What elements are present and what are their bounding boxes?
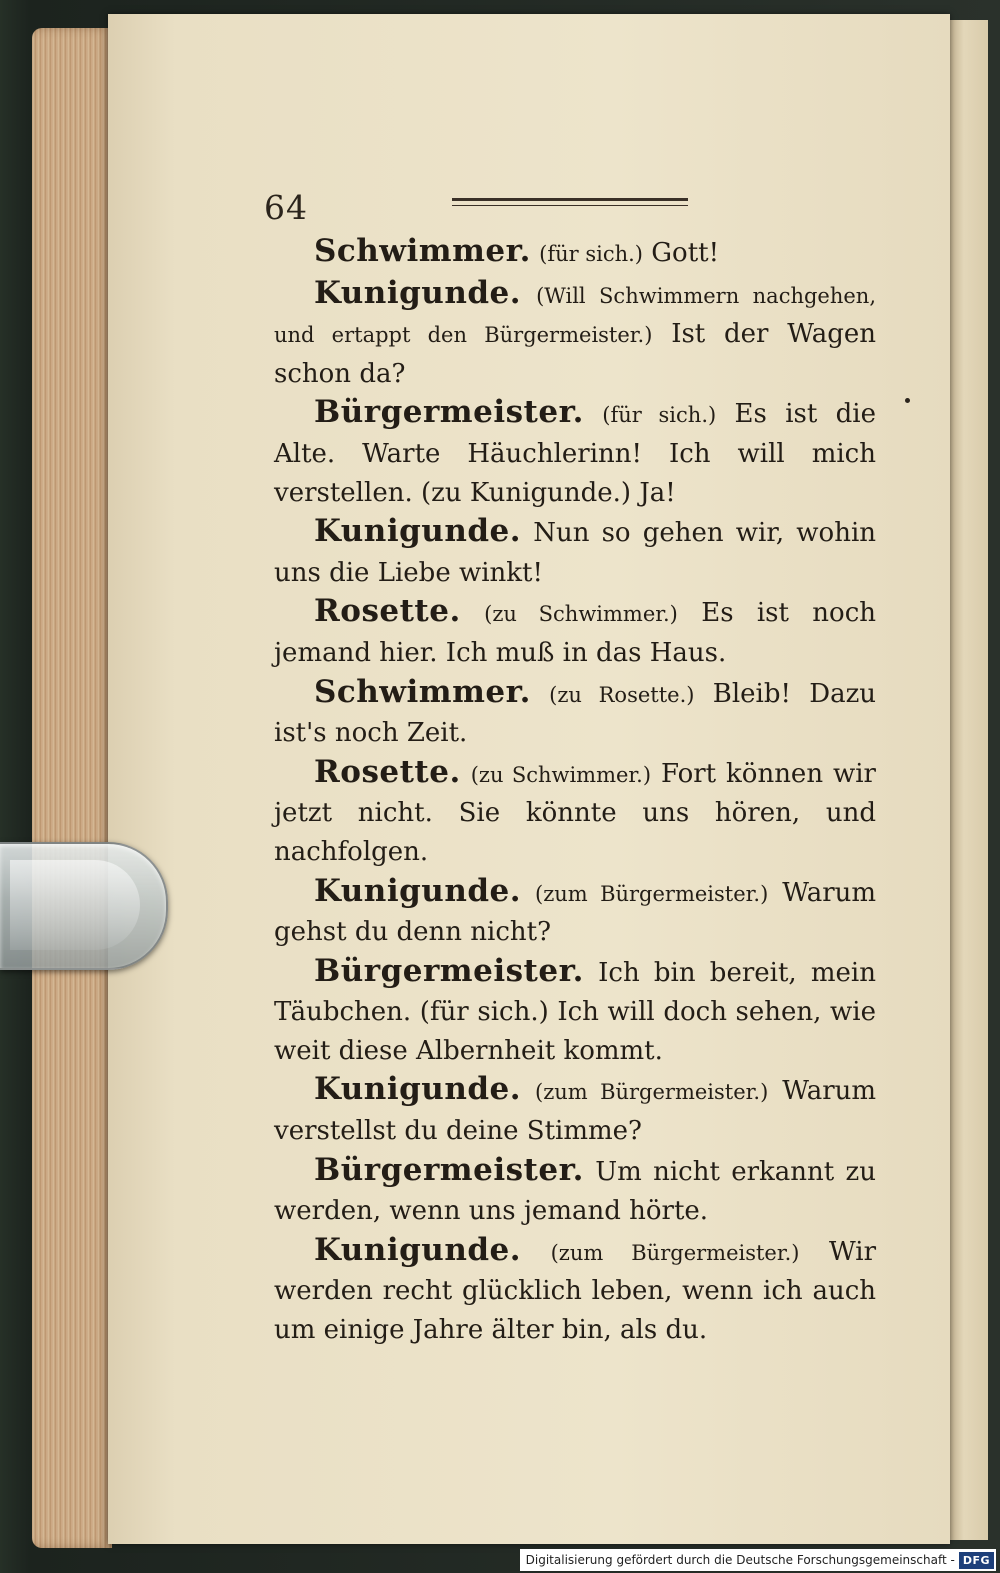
speech-text: Nun so gehen wir, wohin uns die Liebe winkt! [274,518,877,588]
speaker-name: Kunigunde. [314,872,522,909]
adjacent-page-edge [948,20,988,1540]
speech-text: Es ist noch jemand hier. Ich muß in das Haus. [274,598,877,668]
speech-text: Warum gehst du denn nicht? [274,877,877,948]
stage-direction: (zu Schwimmer.) [484,602,678,627]
dialogue-line [274,872,876,952]
speaker-name: Schwimmer. [314,233,531,269]
credit-text: Digitalisierung gefördert durch die Deutsche Forschungsgemeinschaft - [525,1553,955,1567]
speaker-name: Bürgermeister. [314,952,584,989]
stage-direction: (Will Schwimmern nachgehen, und ertappt den Bürgermeister.) [274,283,877,348]
speaker-name: Kunigunde. [314,1071,522,1108]
dialogue-text [274,232,876,1350]
speaker-name: Kunigunde. [314,513,522,550]
speech-text: Wir werden recht glücklich leben, wenn ich auch um einige Jahre älter bin, als du. [274,1236,877,1346]
stage-direction: (zum Bürgermeister.) [535,1080,769,1105]
dfg-logo-icon: DFG [959,1552,994,1569]
dialogue-line [274,753,876,872]
page-holder-clip [0,842,168,970]
speech-text: Warum verstellst du deine Stimme? [274,1076,877,1147]
dialogue-line [274,592,876,672]
dialogue-line [274,673,876,753]
speaker-name: Rosette. [314,753,461,790]
page-number: 64 [264,188,308,227]
ink-speck [905,398,910,403]
clip-highlight [10,860,140,950]
speaker-name: Bürgermeister. [314,1151,584,1188]
header-rule [452,198,688,206]
speech-text: Ist der Wagen schon da? [274,319,876,389]
speech-text: Um nicht erkannt zu werden, wenn uns jemand hörte. [274,1156,876,1227]
stage-direction: (zum Bürgermeister.) [535,881,769,906]
speech-text: Bleib! Dazu ist's noch Zeit. [274,678,877,749]
speaker-name: Rosette. [314,593,461,630]
stage-direction: (für sich.) [539,242,643,266]
dialogue-line [274,393,876,512]
dialogue-line [274,1231,876,1350]
speaker-name: Kunigunde. [314,1231,522,1268]
stage-direction: (zum Bürgermeister.) [550,1240,800,1265]
speech-text: Fort können wir jetzt nicht. Sie könnte uns hören, und nachfolgen. [274,758,876,867]
stage-direction: (zu Rosette.) [549,682,695,707]
dialogue-line [274,512,876,592]
speech-text: Ich bin bereit, mein Täubchen. (für sich.) Ich will doch sehen, wie weit diese Albernheit kommt. [274,957,876,1066]
dialogue-line [274,274,876,394]
stage-direction: (zu Schwimmer.) [470,762,652,787]
page-edges [32,28,112,1548]
dialogue-line [274,232,876,274]
speech-text: Gott! [651,238,720,268]
dialogue-line [274,1151,876,1231]
digitization-credit [520,1549,996,1571]
dialogue-line [274,952,876,1071]
speech-text: Es ist die Alte. Warte Häuchlerinn! Ich will mich verstellen. (zu Kunigunde.) Ja! [274,399,877,508]
stage-direction: (für sich.) [602,403,717,428]
speaker-name: Kunigunde. [314,274,522,311]
speaker-name: Schwimmer. [314,673,531,710]
dialogue-line [274,1070,876,1150]
speaker-name: Bürgermeister. [314,394,584,431]
